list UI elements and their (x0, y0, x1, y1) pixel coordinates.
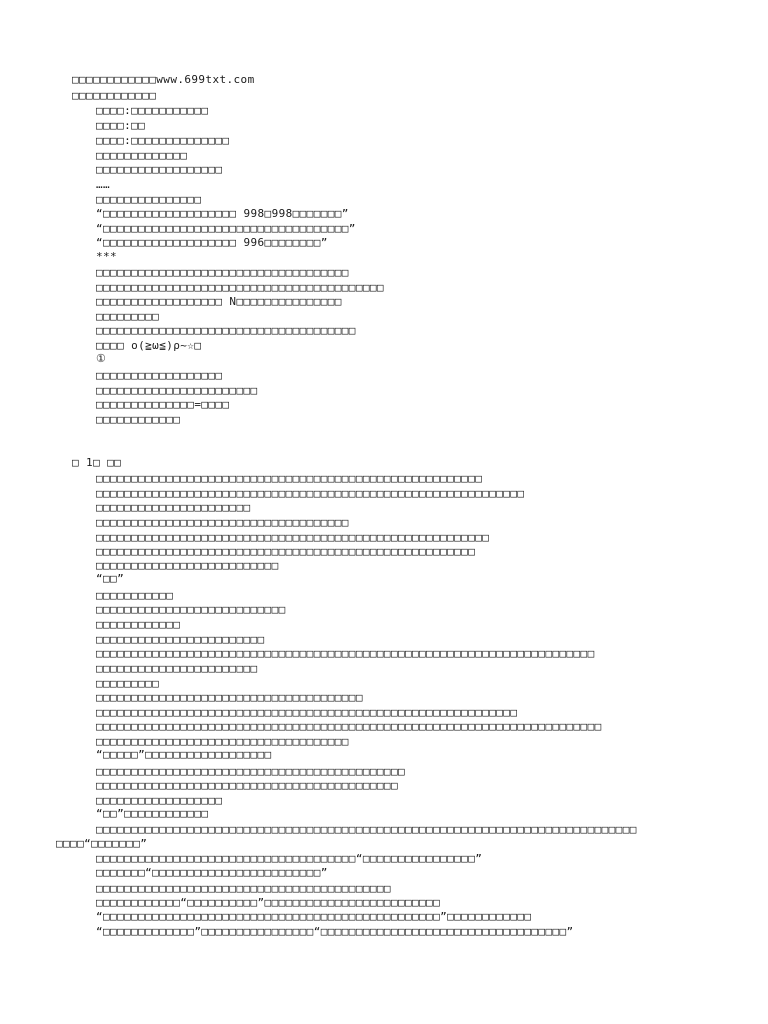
paragraph-line: □□□□□□□□□□□□□□□□□□□□□□□□□□□□□□□□□□□□□□□□□□□□ (96, 765, 405, 778)
text-line: □□□□□□□□□ (96, 310, 160, 323)
paragraph-line: □□□□□□□□□□□□□□□□□□□□□□□□□□□□□□□□□□□□□□□□□□□□□□□□□□□□□□□ (96, 472, 483, 485)
quote-line: “□□□□□□□□□□□□□□□□□□□ 998□998□□□□□□□” (96, 207, 349, 220)
paragraph-line: □□□□□□□□□□□□□□□□□□□□□□□□□□□□□□□□□□□□□□□□□□□□□□□□□□□□□□□□□□□□□□□□□□□□□□□□□□□□□ (96, 823, 637, 836)
paragraph-line: □□□□□□□□□□□ (96, 589, 174, 602)
text-line: □□□□:□□ (96, 119, 146, 132)
paragraph-line: □□□□□□□□□ (96, 677, 160, 690)
paragraph-line: □□□□□□□□□□□□□□□□□□□□□□□□□□□□□□□□□□□□□□□□□□□□□□□□□□□□□□□□ (96, 531, 490, 544)
text-line: □□□□□□□□□□□□□□□□□□□□□□□□□□□□□□□□□□□□□ (96, 324, 356, 337)
dialogue-line: “□□□□□”□□□□□□□□□□□□□□□□□□ (96, 748, 272, 761)
dialogue-line: □□□□□□□“□□□□□□□□□□□□□□□□□□□□□□□□” (96, 866, 328, 879)
paragraph-line: □□□□□□□□□□□□□□□□□□□□□□ (96, 501, 251, 514)
dialogue-line: “□□”□□□□□□□□□□□□ (96, 807, 209, 820)
paragraph-line: □□□□□□□□□□□□□□□□□□□□□□□□□□□□□□□□□□□□ (96, 516, 349, 529)
paragraph-line: □□□□□□□□□□□□□□□□□□□□□□□□□□□□□□□□□□□□□□□□□□□ (96, 779, 398, 792)
paragraph-line: □□□□□□□□□□□□□□□□□□□□□□□□□□□ (96, 603, 286, 616)
paragraph-line: □□□□□□□□□□□□□□□□□□□□□□□ (96, 662, 258, 675)
paragraph-line: □□□□□□□□□□□□ (96, 618, 181, 631)
text-line: □□□□:□□□□□□□□□□□□□□ (96, 134, 230, 147)
paragraph-line: □□□□□□□□□□□□□□□□□□□□□□□□□□□□□□□□□□□□ (96, 735, 349, 748)
wrapped-line: □□□□“□□□□□□□” (56, 837, 148, 850)
chapter-heading: □ 1□ □□ (72, 456, 122, 469)
paragraph-line: □□□□□□□□□□□□□□□□□□□□□□□□□□ (96, 559, 279, 572)
source-line: □□□□□□□□□□□□www.699txt.com (72, 73, 255, 86)
dialogue-line: “□□□□□□□□□□□□□”□□□□□□□□□□□□□□□□“□□□□□□□□□□□□□□□□□□□□□□□□□□□□□□□□□□□” (96, 925, 574, 938)
separator-line: *** (96, 250, 118, 263)
text-line: □□□□□□□□□□□□□□=□□□□ (96, 398, 230, 411)
text-line: □□□□□□□□□□□□□□□□□□□□□□□ (96, 384, 258, 397)
paragraph-line: □□□□□□□□□□□□□□□□□□□□□□□□□□□□□□□□□□□□□□ (96, 691, 363, 704)
dialogue-line: □□□□□□□□□□□□□□□□□□□□□□□□□□□□□□□□□□□□□“□□□□□□□□□□□□□□□□” (96, 852, 483, 865)
paragraph-line: □□□□□□□□□□□□□□□□□□□□□□□□□□□□□□□□□□□□□□□□□□ (96, 882, 391, 895)
circled-number-line: ① (96, 352, 107, 365)
text-line: □□□□□□□□□□□□□□□□□□ (96, 163, 223, 176)
text-line: □□□□:□□□□□□□□□□□ (96, 104, 209, 117)
dialogue-line: □□□□□□□□□□□□“□□□□□□□□□□”□□□□□□□□□□□□□□□□□□□□□□□□□ (96, 896, 441, 909)
text-line: □□□□□□□□□□□□□□□□□□ (96, 369, 223, 382)
ellipsis-line: …… (96, 178, 111, 191)
paragraph-line: □□□□□□□□□□□□□□□□□□ (96, 794, 223, 807)
text-line: □□□□□□□□□□□□□ (96, 149, 188, 162)
paragraph-line: □□□□□□□□□□□□□□□□□□□□□□□□ (96, 633, 265, 646)
text-line: □□□□□□□□□□□□ (96, 413, 181, 426)
text-line: □□□□□□□□□□□□□□□□□□□□□□□□□□□□□□□□□□□□□□□□□ (96, 281, 384, 294)
paragraph-line: □□□□□□□□□□□□□□□□□□□□□□□□□□□□□□□□□□□□□□□□□□□□□□□□□□□□□□□□□□□□□□□□□□□□□□□ (96, 647, 595, 660)
text-line: □□□□□□□□□□□□□□□□□□ N□□□□□□□□□□□□□□□ (96, 295, 342, 308)
text-line: □□□□□□□□□□□□□□□□□□□□□□□□□□□□□□□□□□□□ (96, 266, 349, 279)
dialogue-line: “□□” (96, 572, 125, 585)
text-line: □□□□□□□□□□□□□□□ (96, 193, 202, 206)
quote-line: “□□□□□□□□□□□□□□□□□□□□□□□□□□□□□□□□□□□” (96, 222, 356, 235)
text-line: □□□□□□□□□□□□ (72, 89, 157, 102)
paragraph-line: □□□□□□□□□□□□□□□□□□□□□□□□□□□□□□□□□□□□□□□□□□□□□□□□□□□□□□□□□□□□□□□□□□□□□□□□ (96, 720, 602, 733)
paragraph-line: □□□□□□□□□□□□□□□□□□□□□□□□□□□□□□□□□□□□□□□□□□□□□□□□□□□□□□ (96, 545, 476, 558)
paragraph-line: □□□□□□□□□□□□□□□□□□□□□□□□□□□□□□□□□□□□□□□□□□□□□□□□□□□□□□□□□□□□ (96, 706, 518, 719)
emoticon-line: □□□□ o(≧ω≦)ρ~☆□ (96, 339, 202, 352)
paragraph-line: □□□□□□□□□□□□□□□□□□□□□□□□□□□□□□□□□□□□□□□□□□□□□□□□□□□□□□□□□□□□□ (96, 487, 525, 500)
dialogue-line: “□□□□□□□□□□□□□□□□□□□□□□□□□□□□□□□□□□□□□□□□□□□□□□□□”□□□□□□□□□□□□ (96, 910, 532, 923)
quote-line: “□□□□□□□□□□□□□□□□□□□ 996□□□□□□□□” (96, 236, 328, 249)
